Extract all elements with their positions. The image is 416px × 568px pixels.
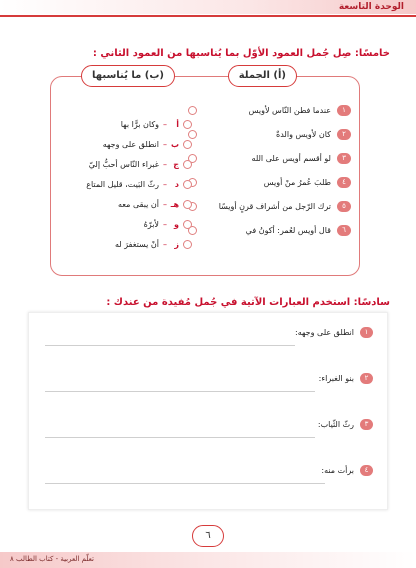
item-text: رثّ الثّياب:: [317, 419, 354, 429]
item-text: قال أويس لعُمر: أكونُ في: [245, 226, 331, 235]
dash-icon: –: [163, 200, 167, 209]
dash-icon: –: [163, 120, 167, 129]
answer-line[interactable]: [45, 483, 325, 484]
connector-ring[interactable]: [188, 130, 197, 139]
connector-ring[interactable]: [183, 120, 192, 129]
item-text: أنْ يستغفرَ له: [114, 240, 159, 249]
item-text: غبراء النّاس أحبُّ إليّ: [88, 160, 159, 169]
item-text: رثّ البَيت، قليل المتاع: [86, 180, 159, 189]
column-b-item: [61, 217, 179, 232]
column-a-item: [201, 151, 351, 166]
connector-ring[interactable]: [183, 220, 192, 229]
connector-ring[interactable]: [183, 200, 192, 209]
unit-title: الوحدة التاسعة: [338, 2, 404, 12]
dash-icon: –: [163, 220, 167, 229]
exercise-item: [319, 371, 373, 385]
book-title: تعلّم العربية - كتاب الطالب ٨: [10, 555, 94, 563]
item-number: ٤: [360, 465, 373, 476]
item-number: ٤: [337, 177, 351, 188]
answer-line[interactable]: [45, 345, 295, 346]
answer-panel: [28, 312, 388, 510]
item-text: ترك الرّجل من أشراف قرنٍ أويسًا: [218, 202, 331, 211]
item-text: برأت منه:: [321, 465, 354, 475]
column-a-item: [201, 127, 351, 142]
section-five-text: صِل جُمل العمود الأوّل بما يُناسبها من العمود الثاني :: [92, 48, 352, 59]
item-letter: ز: [174, 240, 179, 249]
connector-ring[interactable]: [183, 180, 192, 189]
column-b-item: [61, 157, 179, 172]
dash-icon: –: [163, 180, 167, 189]
dash-icon: –: [163, 140, 167, 149]
column-b-item: [61, 137, 179, 152]
column-a-item: [201, 223, 351, 238]
item-text: لأبرّهُ: [143, 220, 159, 229]
item-number: ٦: [337, 225, 351, 236]
item-text: عندما فطن النّاس لأويس: [248, 106, 331, 115]
item-letter: و: [174, 220, 179, 229]
column-b-item: [61, 197, 179, 212]
item-text: طلبَ عُمرُ منْ أويس: [263, 178, 331, 187]
item-number: ٢: [337, 129, 351, 140]
exercise-item: [318, 417, 373, 431]
item-text: أن يبقى معه: [118, 200, 159, 209]
item-text: انطلق على وجهه:: [295, 327, 354, 337]
column-b-title: (ب) ما يُناسبها: [81, 65, 175, 87]
exercise-item: [321, 463, 373, 477]
page-number: ٦: [192, 525, 224, 547]
item-text: انطلق على وجهه: [102, 140, 159, 149]
answer-line[interactable]: [45, 437, 315, 438]
item-letter: ب: [170, 140, 179, 149]
item-number: ٥: [337, 201, 351, 212]
item-number: ٣: [360, 419, 373, 430]
column-a-title: (أ) الجملة: [228, 65, 297, 87]
item-letter: أ: [176, 120, 179, 129]
column-a-item: [201, 199, 351, 214]
connector-ring[interactable]: [183, 140, 192, 149]
section-six-heading: سادسًا: استخدم العبارات الآتية في جُمل مُفيدة من عندك :: [106, 297, 390, 308]
item-letter: د: [174, 180, 179, 189]
section-five-label: خامسًا:: [354, 48, 390, 59]
section-five-heading: [30, 48, 390, 59]
connector-ring[interactable]: [183, 160, 192, 169]
header-divider: [0, 15, 416, 17]
column-b-item: [61, 117, 179, 132]
item-text: وكان برًّا بها: [120, 120, 159, 129]
exercise-item: [295, 325, 373, 339]
column-a-item: [201, 103, 351, 118]
item-letter: هـ: [170, 200, 179, 209]
item-text: بنو الغبراء:: [318, 373, 354, 383]
column-b-item: [61, 237, 179, 252]
item-letter: ج: [173, 160, 179, 169]
item-number: ١: [360, 327, 373, 338]
column-b-item: [61, 177, 179, 192]
item-number: ٣: [337, 153, 351, 164]
answer-line[interactable]: [45, 391, 315, 392]
item-text: لو أقسم أويس على الله: [251, 154, 331, 163]
dash-icon: –: [163, 240, 167, 249]
column-a-item: [201, 175, 351, 190]
item-number: ٢: [360, 373, 373, 384]
item-number: ١: [337, 105, 351, 116]
matching-exercise-box: [50, 70, 360, 276]
dash-icon: –: [163, 160, 167, 169]
connector-ring[interactable]: [183, 240, 192, 249]
item-text: كان لأويس والدةٌ: [276, 130, 331, 139]
connector-ring[interactable]: [188, 106, 197, 115]
